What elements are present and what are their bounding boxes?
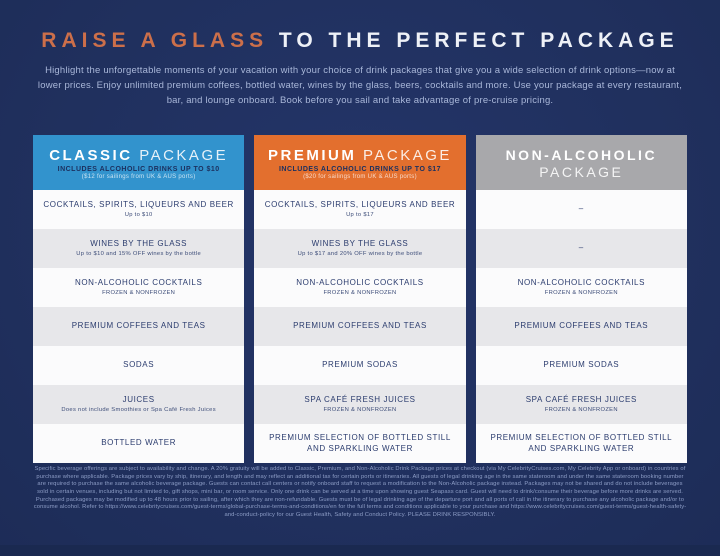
row-title: WINES BY THE GLASS (311, 239, 409, 249)
non-alcoholic-package-name (506, 147, 658, 179)
row-title: SPA CAFÉ FRESH JUICES (304, 395, 416, 405)
row-title: JUICES (122, 395, 155, 405)
package-row (476, 190, 687, 229)
classic-includes-line: INCLUDES ALCOHOLIC DRINKS UP TO $10 (57, 166, 220, 174)
premium-package-name (268, 147, 452, 164)
row-subtitle: FROZEN & NONFROZEN (323, 289, 397, 296)
intro-paragraph: Highlight the unforgettable moments of your vacation with your choice of drink packages that give you a wide selection of drink options—now at lower prices. Enjoy unlimited premium coffees, bottled water, wines by the glass, beers, cocktails and more. Use your package at every restaurant, bar, and lounge onboard. Book before you sail and take advantage of pre-cruise pricing. (37, 65, 683, 106)
row-title: – (578, 204, 584, 214)
package-name-bold: PREMIUM (268, 146, 357, 164)
page-title-rest: TO THE PERFECT PACKAGE (268, 29, 679, 52)
row-title: – (578, 243, 584, 253)
package-name-bold: CLASSIC (49, 146, 133, 164)
row-subtitle: Up to $17 (346, 211, 374, 218)
package-row (254, 346, 465, 385)
legal-disclaimer: Specific beverage offerings are subject to availability and change. A 20% gratuity will be added to Classic, Premium, and Non-Alcoholic Drink Package prices at checkout (via My CelebrityCruises.com, My Celebrity App or onboard) in countries of purchase where applicable. Package prices vary by ship, itinerary, and length and may reflect an additional tax for certain ports or itineraries. All guests of legal drinking age in the same stateroom and under the same stateroom booking number are required to purchase the same alcoholic beverage package. Guests can contact call centers or notify onboard staff to request a modification to the Non-Alcoholic package instead. Packages may not be shared and do not include beverages sold in certain venues, including but not limited to, gift shops, mini bar, or room service. Only one drink can be served at a time upon showing guest Seapass card. Guest will need to drink/consume their beverage before more drinks are served. Purchased packages may be modified up to 48 hours prior to sailing, after which they are non-refundable. Guests must be of legal drinking age of the departure port and all ports of call in the itinerary to purchase any alcoholic package and/or to consume alcohol. Refer to https://www.celebritycruises.com/guest-terms/global-purchase-terms-and-conditions/en for the full terms and conditions applicable to your purchase and https://www.celebritycruises.com/guest-terms/guest-health-safety-and-conduct-policy for our Guest Health, Safety and Conduct Policy. PLEASE DRINK RESPONSIBLY. (33, 466, 687, 518)
row-subtitle: FROZEN & NONFROZEN (102, 289, 176, 296)
package-row (476, 346, 687, 385)
row-title: PREMIUM SODAS (322, 360, 398, 370)
package-row (33, 190, 244, 229)
row-title: COCKTAILS, SPIRITS, LIQUEURS AND BEER (43, 200, 234, 210)
package-comparison-table (33, 135, 687, 463)
classic-package-header (33, 135, 244, 190)
package-row (476, 307, 687, 346)
row-title: WINES BY THE GLASS (90, 239, 188, 249)
page-title (0, 28, 720, 53)
package-row (33, 229, 244, 268)
row-title: NON-ALCOHOLIC COCKTAILS (74, 278, 203, 288)
package-row (254, 268, 465, 307)
row-title: PREMIUM COFFEES AND TEAS (514, 321, 649, 331)
package-row (33, 307, 244, 346)
package-row (254, 424, 465, 463)
row-subtitle: FROZEN & NONFROZEN (323, 406, 397, 413)
hero-section (0, 28, 720, 108)
classic-price-note: ($12 for sailings from UK & AUS ports) (81, 174, 196, 181)
premium-includes-line: INCLUDES ALCOHOLIC DRINKS UP TO $17 (278, 166, 442, 174)
row-subtitle: FROZEN & NONFROZEN (544, 406, 618, 413)
row-title: PREMIUM SELECTION OF BOTTLED STILL AND SPARKLING WATER (490, 433, 673, 453)
package-name-light: PACKAGE (132, 146, 229, 164)
non-alcoholic-package-column (476, 135, 687, 463)
row-subtitle: Up to $10 (124, 211, 153, 218)
package-name-light: PACKAGE (539, 163, 624, 180)
row-title: PREMIUM SELECTION OF BOTTLED STILL AND SPARKLING WATER (269, 433, 451, 453)
classic-package-column (33, 135, 244, 463)
premium-package-rows (254, 190, 465, 463)
package-row (476, 268, 687, 307)
premium-price-note: ($20 for sailings from UK & AUS ports) (303, 174, 417, 181)
package-name-bold: NON-ALCOHOLIC (505, 147, 658, 164)
package-name-light: PACKAGE (356, 146, 452, 164)
row-title: NON-ALCOHOLIC COCKTAILS (296, 278, 424, 288)
premium-package-header (254, 135, 465, 190)
package-row (254, 190, 465, 229)
row-title: SODAS (123, 360, 155, 370)
row-title: SPA CAFÉ FRESH JUICES (525, 395, 637, 405)
page-title-accent: RAISE A GLASS (41, 29, 269, 52)
row-title: PREMIUM COFFEES AND TEAS (71, 321, 206, 331)
row-subtitle: FROZEN & NONFROZEN (544, 289, 618, 296)
package-row (33, 268, 244, 307)
package-row (254, 229, 465, 268)
bottom-edge-strip (0, 545, 720, 556)
package-row (254, 307, 465, 346)
package-row (33, 424, 244, 463)
classic-package-rows (33, 190, 244, 463)
package-row (476, 385, 687, 424)
package-row (33, 346, 244, 385)
package-row (476, 229, 687, 268)
row-subtitle: Up to $17 and 20% OFF wines by the bottle (297, 250, 423, 257)
non-alcoholic-package-rows (476, 190, 687, 463)
premium-package-column (254, 135, 465, 463)
row-title: PREMIUM COFFEES AND TEAS (293, 321, 427, 331)
row-title: PREMIUM SODAS (543, 360, 620, 370)
package-row (254, 385, 465, 424)
classic-package-name (49, 147, 228, 164)
row-subtitle: Up to $10 and 15% OFF wines by the bottle (76, 250, 202, 257)
non-alcoholic-package-header (476, 135, 687, 190)
row-title: BOTTLED WATER (101, 438, 177, 448)
row-title: COCKTAILS, SPIRITS, LIQUEURS AND BEER (264, 200, 456, 210)
package-row (476, 424, 687, 463)
package-row (33, 385, 244, 424)
row-title: NON-ALCOHOLIC COCKTAILS (517, 278, 646, 288)
row-subtitle: Does not include Smoothies or Spa Café Fresh Juices (61, 406, 216, 413)
